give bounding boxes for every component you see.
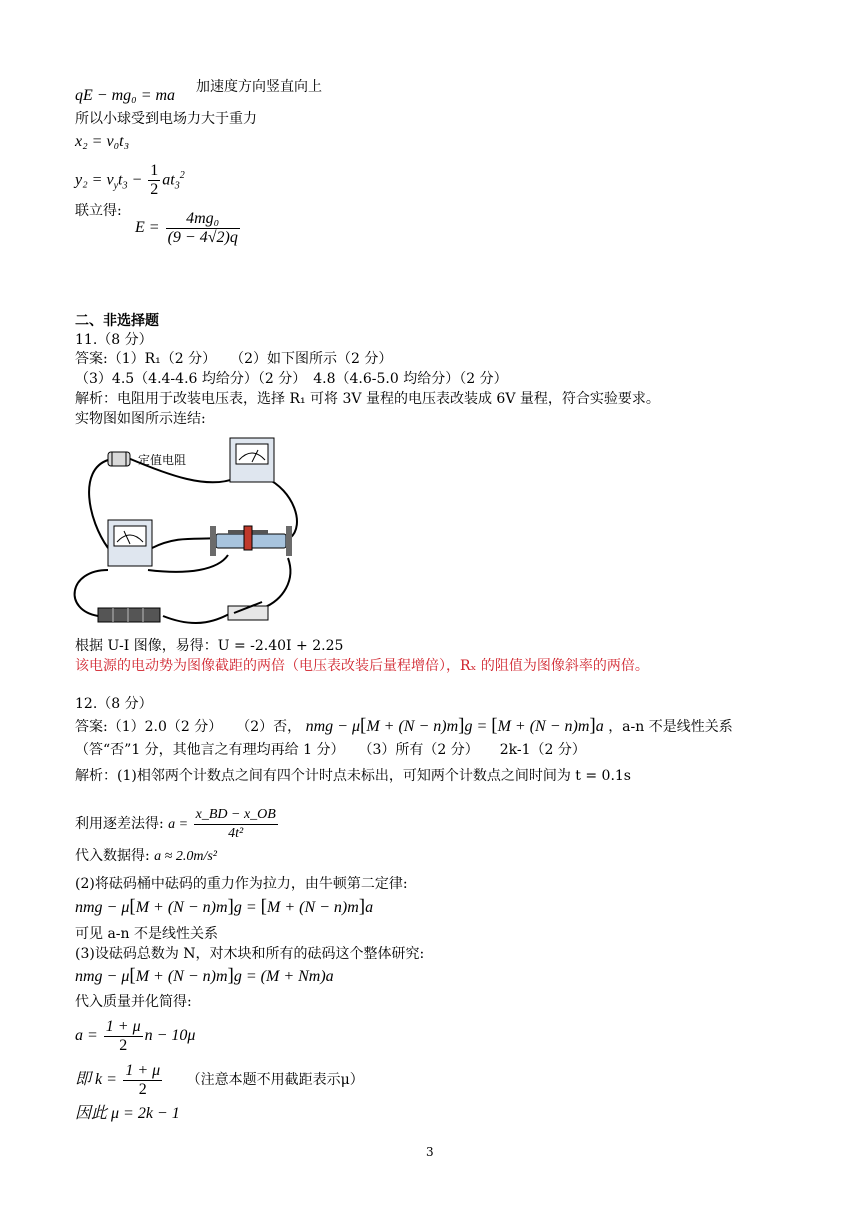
equation-y2-lhs: y₂ = v [75, 171, 114, 189]
q12-header: 12.（8 分） [75, 696, 153, 712]
equation-a: a = $\frac{1 + \mu}{2}$ n − 10μ [75, 1017, 196, 1054]
acceleration-direction-note: 加速度方向竖直向上 [196, 79, 322, 95]
battery-icon [98, 608, 160, 622]
simplify-label: 代入质量并化简得: [75, 994, 192, 1010]
successive-difference-line: 利用逐差法得: a = $\frac{x\_BD - x\_OB}{\text{4t²}}$ [75, 807, 276, 842]
emf-note: 该电源的电动势为图像截距的两倍（电压表改装后量程增倍），Rₓ 的阻值为图像斜率的两倍。 [75, 658, 649, 674]
substitution-line: 代入数据得: a ≈ 2.0m/s² [75, 848, 218, 864]
switch-icon [228, 602, 268, 620]
fraction-E: $\frac{\text{4mg₀}}{(9 - 4√2)q}$ [167, 209, 238, 246]
q12-answer-line: 答案:（1）2.0（2 分） （2）否， nmg − μ[M + (N − n)m]g = [M + (N − n)m]a ，a-n 不是线性关系 [75, 715, 733, 736]
newton-equation: nmg − μ[M + (N − n)m]g = [M + (N − n)m]a [75, 896, 374, 917]
equation-mu: 因此 μ = 2k − 1 [75, 1105, 180, 1122]
q12-explanation-3: (3)设砝码总数为 N，对木块和所有的砝码这个整体研究: [75, 946, 425, 962]
q11-answer-1: 答案:（1）R₁（2 分） （2）如下图所示（2 分） [75, 351, 393, 367]
voltmeter-icon [230, 438, 274, 482]
section-title: 二、非选择题 [75, 313, 159, 329]
fixed-resistor-icon [108, 452, 130, 466]
equation-x2: x₂ = v₀t₃ [75, 133, 130, 150]
nonlinear-note: 可见 a-n 不是线性关系 [75, 926, 218, 942]
q11-figure-caption: 实物图如图所示连结: [75, 411, 206, 427]
q12-explanation-1: 解析：(1)相邻两个计数点之间有四个计时点未标出，可知两个计数点之间时间为 t = 0.1s [75, 768, 631, 784]
equation-E: E = $\frac{\text{4mg₀}}{(9 - 4√2)q}$ [135, 209, 238, 246]
fraction-half: $\frac{1}{2}$ [150, 162, 159, 199]
resistor-label: 定值电阻 [138, 453, 187, 467]
page-number: 3 [426, 1145, 434, 1159]
equation-y2: $y_2 = v_yt_3$ − $\frac{1}{2}$ $at_3^2$ [75, 162, 185, 199]
rheostat-icon [210, 526, 292, 556]
ammeter-icon [108, 520, 152, 566]
q11-answer-2: （3）4.5（4.4-4.6 均给分）（2 分） 4.8（4.6-5.0 均给分）（2 分） [75, 371, 508, 387]
whole-system-equation: nmg − μ[M + (N − n)m]g = (M + Nm)a [75, 965, 334, 986]
q12-answer-line-2: （答“否”1 分，其他言之有理均再给 1 分） （3）所有（2 分） 2k-1（2 分） [75, 742, 586, 758]
q12-explanation-2: (2)将砝码桶中砝码的重力作为拉力，由牛顿第二定律: [75, 876, 408, 892]
q11-explanation: 解析：电阻用于改装电压表，选择 R₁ 可将 3V 量程的电压表改装成 6V 量程，符合实验要求。 [75, 391, 660, 407]
equation-k: 即 k = $\frac{1 + \mu}{2}$ （注意本题不用截距表示μ） [75, 1061, 364, 1098]
force-comparison-text: 所以小球受到电场力大于重力 [75, 111, 257, 127]
q11-header: 11.（8 分） [75, 332, 153, 348]
equation-qE: qE − mg₀ = ma [75, 87, 176, 104]
ui-relation-line: 根据 U-I 图像，易得：U = -2.40I + 2.25 [75, 638, 344, 654]
circuit-diagram [68, 430, 308, 626]
joint-label: 联立得: [75, 203, 122, 219]
